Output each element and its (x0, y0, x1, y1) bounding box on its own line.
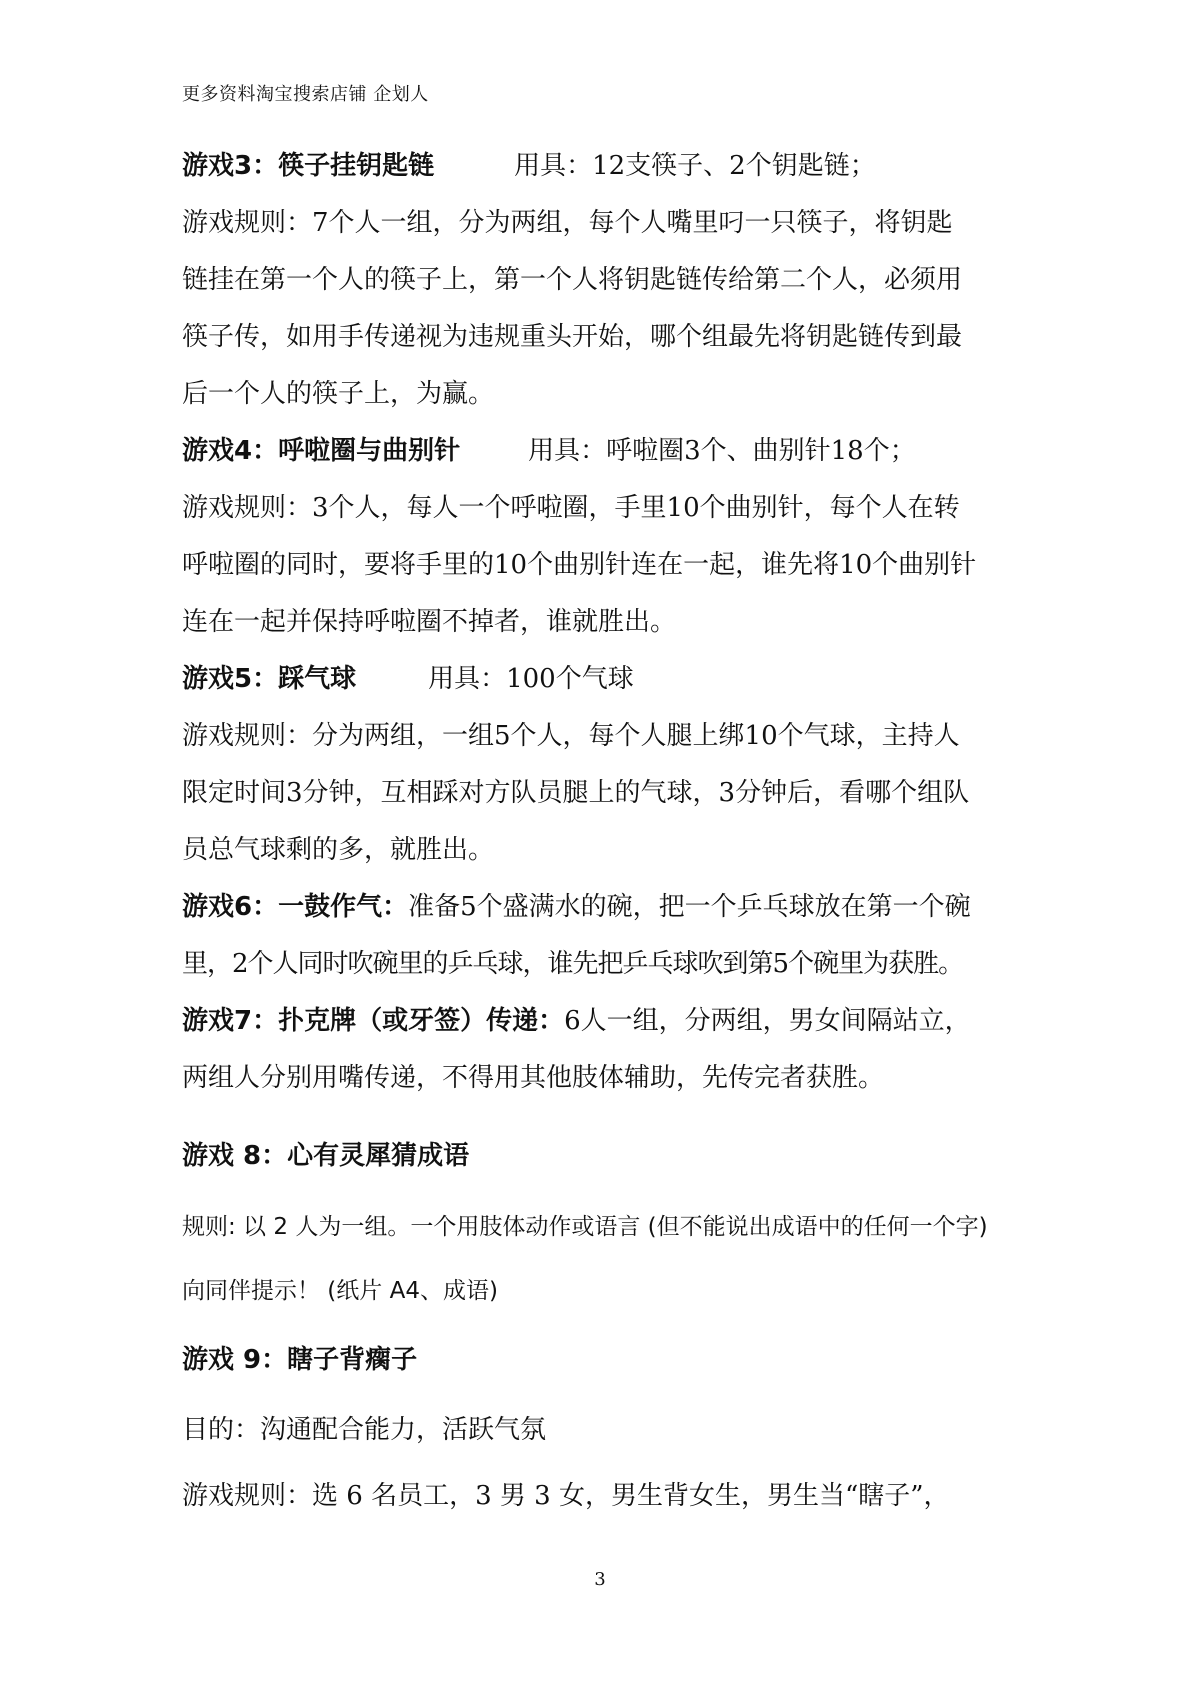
game8-rules (182, 1195, 1022, 1323)
game5-title: 游戏5：踩气球 (182, 664, 357, 694)
game3-rule-line: 链挂在第一个人的筷子上，第一个人将钥匙链传给第二个人，必须用 (182, 265, 963, 295)
game6-text: 准备5个盛满水的碗，把一个乒乓球放在第一个碗 (408, 892, 971, 922)
game4-rule-line: 游戏规则：3个人，每人一个呼啦圈，手里10个曲别针，每个人在转 (182, 493, 960, 523)
game5-heading-line (182, 651, 1022, 708)
game4-rule-line: 呼啦圈的同时，要将手里的10个曲别针连在一起，谁先将10个曲别针 (182, 550, 977, 580)
game8-rule-line: 规则: 以 2 人为一组。一个用肢体动作或语言 (但不能说出成语中的任何一个字) (182, 1214, 988, 1240)
game4-section (182, 423, 1022, 651)
game5-tools: 用具：100个气球 (428, 664, 634, 694)
game6-text-continued: 里，2个人同时吹碗里的乒乓球，谁先把乒乓球吹到第5个碗里为获胜。 (182, 949, 964, 979)
game7-text-continued: 两组人分别用嘴传递，不得用其他肢体辅助，先传完者获胜。 (182, 1063, 885, 1093)
game5-section (182, 651, 1022, 879)
game7-title: 游戏7：扑克牌（或牙签）传递： (182, 1006, 565, 1036)
game3-heading-line (182, 138, 1022, 195)
game9-body (182, 1397, 1022, 1529)
game4-title: 游戏4：呼啦圈与曲别针 (182, 436, 461, 466)
page-header: 更多资料淘宝搜索店铺 企划人 (182, 84, 429, 105)
game7-section (182, 993, 1022, 1107)
game4-rule-line: 连在一起并保持呼啦圈不掉者，谁就胜出。 (182, 607, 677, 637)
game8-rule-line: 向同伴提示！ (纸片 A4、成语) (182, 1278, 498, 1304)
game3-rule-line: 筷子传，如用手传递视为违规重头开始，哪个组最先将钥匙链传到最 (182, 322, 963, 352)
game8-section (182, 1128, 1022, 1185)
game9-rule-line: 游戏规则：选 6 名员工，3 男 3 女，男生背女生，男生当“瞎子”， (182, 1481, 950, 1511)
game4-tools: 用具：呼啦圈3个、曲别针18个； (528, 436, 916, 466)
game3-rule-line: 游戏规则：7个人一组，分为两组，每个人嘴里叼一只筷子，将钥匙 (182, 208, 953, 238)
game8-title: 游戏 8：心有灵犀猜成语 (182, 1141, 470, 1171)
game3-section (182, 138, 1022, 423)
game5-rule-line: 员总气球剩的多，就胜出。 (182, 835, 495, 865)
game9-section (182, 1332, 1022, 1389)
game3-rule-line: 后一个人的筷子上，为赢。 (182, 379, 495, 409)
game9-title: 游戏 9：瞎子背瘸子 (182, 1345, 418, 1375)
game3-title: 游戏3：筷子挂钥匙链 (182, 151, 435, 181)
game3-tools: 用具：12支筷子、2个钥匙链； (514, 151, 876, 181)
game6-title: 游戏6：一鼓作气： (182, 892, 409, 922)
game4-heading-line (182, 423, 1022, 480)
page-number: 3 (594, 1569, 606, 1590)
game5-rule-line: 游戏规则：分为两组，一组5个人，每个人腿上绑10个气球，主持人 (182, 721, 960, 751)
game7-text: 6人一组，分两组，男女间隔站立， (564, 1006, 971, 1036)
game5-rule-line: 限定时间3分钟，互相踩对方队员腿上的气球，3分钟后，看哪个组队 (182, 778, 970, 808)
game6-line (182, 879, 1022, 936)
game9-purpose: 目的：沟通配合能力，活跃气氛 (182, 1415, 547, 1445)
game7-line (182, 993, 1022, 1050)
game6-section (182, 879, 1022, 993)
